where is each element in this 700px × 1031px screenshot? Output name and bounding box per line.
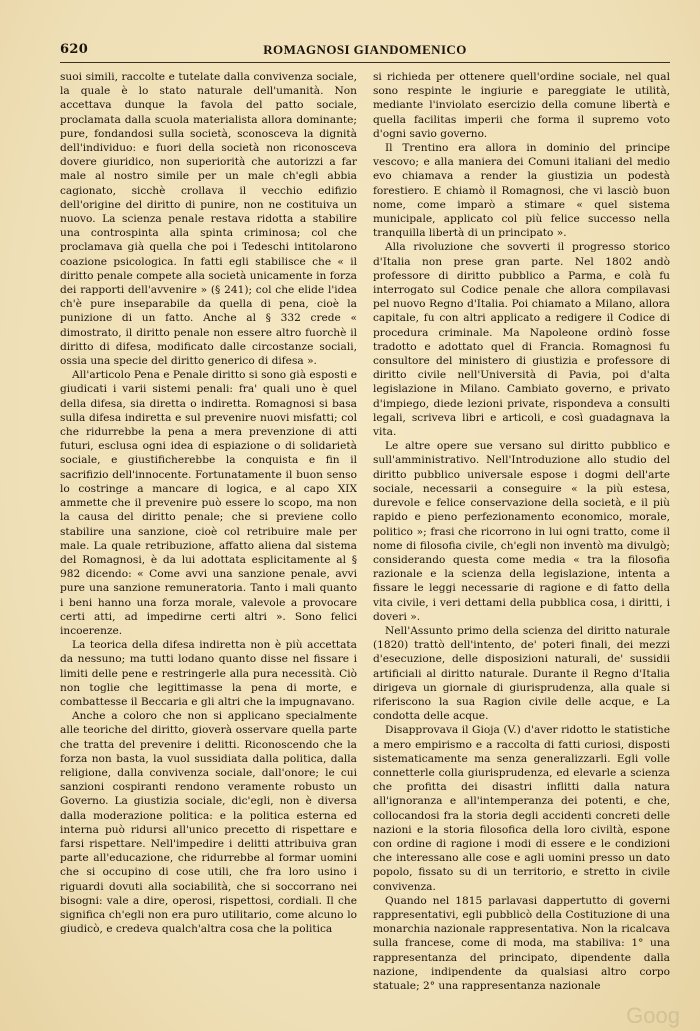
paragraph: La teorica della difesa indiretta non è più accettata da nessuno; ma tutti lodano quanto disse nel fissare i limiti delle pene e restringerle alla pura necessità. Ciò non toglie che legittimasse la pena di morte, e combattesse il Beccaria e gli altri che la impugnavano. bbox=[60, 639, 357, 708]
paragraph: Anche a coloro che non si applicano specialmente alle teoriche del diritto, gioverà osservare quella parte che tratta del prevenire i delitti. Riconoscendo che la forza non basta, la vuol sussidiata dalla politica, dalla religione, dalla convivenza sociale, dall'onore; le cui sanzioni cospiranti rendono veramente robusto un Governo. La giustizia sociale, dic'egli, non è diversa dalla moderazione politica: e la politica esterna ed interna può ridursi all'unico precetto di rispettare e farsi rispettare. Nell'impedire i delitti attribuiva gran parte all'educazione, che ridurrebbe al formar uomini che si occupino di cose utili, che fra loro usino i riguardi dovuti alla sociabilità, che si soccorrano nei bisogni: vale a dire, operosi, rispettosi, cordiali. Il che significa ch'egli non era puro utilitario, come alcuno lo giudicò, e credeva qualch'altra cosa che la politica bbox=[60, 710, 357, 936]
paragraph: Alla rivoluzione che sovverti il progresso storico d'Italia non prese gran parte. Nel 1802 andò professore di diritto pubblico a Parma, e colà fu interrogato sul Codice penale che allora compilavasi pel nuovo Regno d'Italia. Poi chiamato a Milano, allora capitale, fu con altri applicato a redigere il Codice di procedura criminale. Ma Napoleone ordinò fosse tradotto e adottato quel di Francia. Romagnosi fu consultore del ministero di giustizia e professore di diritto civile nell'Università di Pavia, poi d'alta legislazione in Milano. Cambiato governo, e privato d'impiego, diede lezioni private, rispondeva a consulti legali, scriveva libri e articoli, e così guadagnava la vita. bbox=[373, 241, 670, 439]
paragraph: Le altre opere sue versano sul diritto pubblico e sull'amministrativo. Nell'Introduzione allo studio del diritto pubblico universale espose i dogmi dell'arte sociale, necessarii a conseguire « la più estesa, durevole e felice conservazione della società, e il più rapido e pieno perfezionamento economico, morale, politico »; frasi che ricorrono in lui ogni tratto, come il nome di filosofia civile, ch'egli non inventò ma divulgò; considerando questa come media « tra la filosofia razionale e la scienza della legislazione, intenta a fissare le leggi necessarie di ragione e di fatto della vita civile, i veri dettami della pubblica cosa, i diritti, i doveri ». bbox=[373, 440, 670, 623]
text-columns bbox=[60, 70, 670, 1019]
paragraph: Disapprovava il Gioja (V.) d'aver ridotto le statistiche a mero empirismo e a raccolta di fatti curiosi, disposti sistematicamente ma senza generalizzarli. Egli volle connetterle colla giurisprudenza, ed elevarle a scienza che profitta dei disastri inflitti dalla natura all'ignoranza e all'intemperanza dei potenti, e che, collocandosi fra la storia degli accidenti concreti delle nazioni e la storia filosofica della loro civiltà, espone con ordine di ragione i modi di essere e le condizioni che interessano alle cose e agli uomini presso un dato popolo, fissato su di un territorio, e stretto in civile convivenza. bbox=[373, 724, 670, 893]
page-number: 620 bbox=[60, 42, 89, 57]
watermark: Goog bbox=[626, 1003, 680, 1028]
page-header bbox=[60, 42, 670, 62]
paragraph: Nell'Assunto primo della scienza del diritto naturale (1820) trattò dell'intento, de' poteri finali, dei mezzi d'esecuzione, delle disposizioni naturali, de' sussidii artificiali al diritto naturale. Durante il Regno d'Italia dirigeva un giornale di giurisprudenza, alla quale si riferiscono la sua Ragion civile delle acque, e La condotta delle acque. bbox=[373, 624, 670, 723]
right-column bbox=[373, 70, 670, 1019]
paragraph: Quando nel 1815 parlavasi dappertutto di governi rappresentativi, egli pubblicò della Costituzione di una monarchia nazionale rappresentativa. Non la ricalcava sulla francese, come di moda, ma stabiliva: 1° una rappresentanza del principato, dipendente dalla nazione, indipendente da qualsiasi altro corpo statuale; 2° una rappresentanza nazionale bbox=[373, 894, 670, 992]
paragraph: suoi simili, raccolte e tutelate dalla convivenza sociale, la quale è lo stato naturale dell'umanità. Non accettava dunque la favola del patto sociale, proclamata dalla scuola materialista allora dominante; pure, fondandosi sulla società, sconosceva la dignità dell'individuo: e fuori della società non riconosceva dovere giuridico, non superiorità che autorizzi a far male al nostro simile per un male ch'egli abbia cagionato, sicchè crollava il vecchio edifizio dell'origine del diritto di punire, non ne costituiva un nuovo. La scienza penale restava ridotta a stabilire una controspinta alla spinta criminosa; col che proclamava già quella che poi i Tedeschi intitolarono coazione psicologica. In fatti egli stabilisce che « il diritto penale compete alla società unicamente in forza dei rapporti dell'avvenire » (§ 241); col che elide l'idea ch'è pure inseparabile da quella di pena, cioè la punizione di un fatto. Anche al § 332 crede « dimostrato, il diritto penale non essere altro fuorchè il diritto di difesa, modificato dalle circostanze sociali, ossia una specie del diritto generico di difesa ». bbox=[60, 71, 357, 368]
paragraph: Il Trentino era allora in dominio del principe vescovo; e alla maniera dei Comuni italiani del medio evo chiamava a render la giustizia un podestà forestiero. E chiamò il Romagnosi, che vi lasciò buon nome, come imparò a stimare « quel sistema municipale, applicato col più felice successo nella tranquilla libertà di un principato ». bbox=[373, 142, 670, 240]
header-rule bbox=[60, 62, 670, 63]
left-column bbox=[60, 70, 357, 1019]
running-head: ROMAGNOSI GIANDOMENICO bbox=[263, 42, 467, 57]
paragraph: All'articolo Pena e Penale diritto si sono già esposti e giudicati i varii sistemi penali: fra' quali uno è quel della difesa, sia diretta o indiretta. Romagnosi si basa sulla difesa indiretta e sul prevenire nuovi misfatti; col che ridurrebbe la pena a mera prevenzione di atti futuri, esclusa ogni idea di espiazione o di solidarietà sociale, e giustificherebbe la conquista e fin il sacrifizio dell'innocente. Fortunatamente il buon senso lo costringe a mancare di logica, e al capo XIX ammette che il prevenire può essere lo scopo, ma non la causa del diritto penale; che si previene collo stabilire una sanzione, cioè col retribuire male per male. La quale retribuzione, affatto aliena dal sistema del Romagnosi, è da lui adottata esplicitamente al § 982 dicendo: « Come avvi una sanzione penale, avvi pure una sanzione remuneratoria. Tanto i mali quanto i beni hanno una forza morale, valevole a provocare certi atti, ad impedirne certi altri ». Sono felici incoerenze. bbox=[60, 369, 357, 637]
paragraph: si richieda per ottenere quell'ordine sociale, nel qual sono respinte le ingiurie e pareggiate le utilità, mediante l'inviolato esercizio della comune libertà e quella facilitas imperii che forma il supremo voto d'ogni savio governo. bbox=[373, 71, 670, 140]
